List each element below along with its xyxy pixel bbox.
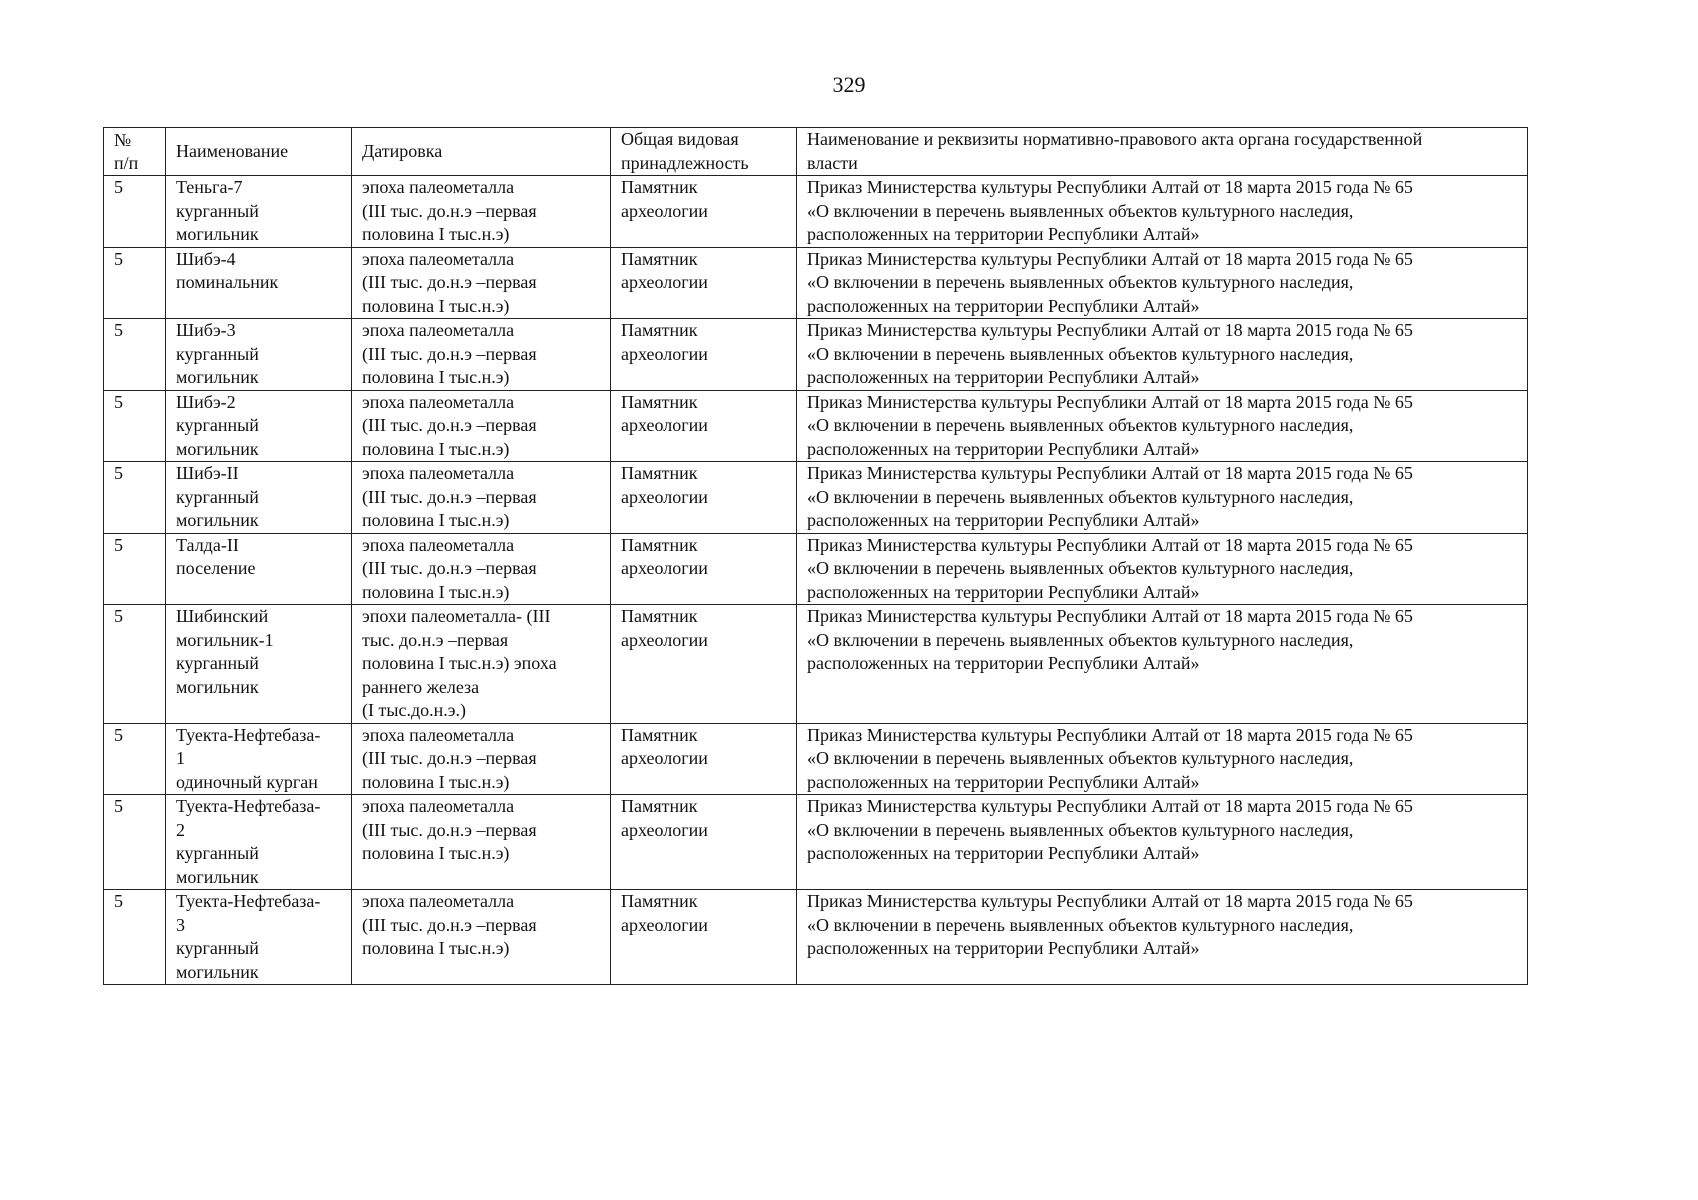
cell-line: Наименование (176, 140, 289, 161)
cell-line: курганный (176, 343, 259, 364)
cell-line: археологии (621, 558, 708, 578)
cell-line: археологии (621, 748, 708, 768)
cell-act (797, 533, 1528, 605)
cell-act (797, 176, 1528, 248)
cell-line: расположенных на территории Республики Алтай» (807, 771, 1200, 792)
cell-line: тыс. до.н.э –первая (362, 629, 509, 650)
cell-dating (352, 605, 611, 724)
cell-number: 5 (104, 605, 166, 724)
cell-type (611, 795, 797, 890)
cell-line: (III тыс. до.н.э –первая (362, 558, 537, 578)
cell-line: могильник (176, 367, 259, 387)
cell-dating (352, 533, 611, 605)
cell-line: Памятник (621, 391, 698, 412)
cell-number: 5 (104, 890, 166, 985)
table-row (104, 533, 1528, 605)
cell-line: могильник (176, 961, 259, 982)
cell-name (166, 390, 352, 462)
cell-line: археологии (621, 272, 708, 292)
cell-line: половина I тыс.н.э) (362, 438, 510, 459)
cell-line: (III тыс. до.н.э –первая (362, 272, 537, 292)
cell-line: археологии (621, 415, 708, 435)
cell-number: 5 (104, 462, 166, 534)
header-type (611, 128, 797, 176)
cell-line: могильник-1 (176, 629, 274, 650)
cell-line: поминальник (176, 272, 279, 292)
cell-line: курганный (176, 843, 259, 863)
cell-line: Памятник (621, 177, 698, 197)
cell-line: Приказ Министерства культуры Республики Алтай от 18 марта 2015 года № 65 (807, 463, 1413, 483)
cell-line: Приказ Министерства культуры Республики Алтай от 18 марта 2015 года № 65 (807, 534, 1413, 555)
cell-dating (352, 795, 611, 890)
cell-line: поселение (176, 558, 256, 578)
cell-name (166, 795, 352, 890)
cell-line: «О включении в перечень выявленных объектов культурного наследия, (807, 415, 1354, 435)
cell-line: археологии (621, 819, 708, 840)
cell-type (611, 605, 797, 724)
cell-number: 5 (104, 533, 166, 605)
header-name (166, 128, 352, 176)
cell-line: эпоха палеометалла (362, 724, 515, 745)
header-act (797, 128, 1528, 176)
cell-act (797, 605, 1528, 724)
cell-dating (352, 390, 611, 462)
cell-act (797, 390, 1528, 462)
cell-act (797, 795, 1528, 890)
cell-dating (352, 247, 611, 319)
cell-line: расположенных на территории Республики Алтай» (807, 295, 1200, 316)
cell-line: (III тыс. до.н.э –первая (362, 914, 537, 935)
cell-line: половина I тыс.н.э) (362, 938, 510, 958)
cell-line: Шибэ-2 (176, 391, 236, 412)
cell-line: расположенных на территории Республики Алтай» (807, 938, 1200, 958)
cell-line: Приказ Министерства культуры Республики Алтай от 18 марта 2015 года № 65 (807, 391, 1413, 412)
table-row (104, 723, 1528, 795)
cell-line: Туекта-Нефтебаза- (176, 891, 321, 911)
cell-line: «О включении в перечень выявленных объектов культурного наследия, (807, 343, 1354, 364)
cell-line: эпохи палеометалла- (III (362, 606, 551, 626)
cell-line: 2 (176, 819, 185, 840)
cell-line: (III тыс. до.н.э –первая (362, 748, 537, 768)
cell-name (166, 890, 352, 985)
cell-line: Шибэ-II (176, 463, 239, 483)
cell-line: эпоха палеометалла (362, 248, 515, 269)
cell-type (611, 890, 797, 985)
cell-type (611, 533, 797, 605)
cell-line: «О включении в перечень выявленных объектов культурного наследия, (807, 200, 1354, 221)
cell-line: Приказ Министерства культуры Республики Алтай от 18 марта 2015 года № 65 (807, 891, 1413, 911)
cell-line: половина I тыс.н.э) (362, 224, 510, 244)
cell-line: расположенных на территории Республики Алтай» (807, 653, 1200, 673)
cell-number: 5 (104, 795, 166, 890)
cell-dating (352, 723, 611, 795)
cell-line: «О включении в перечень выявленных объектов культурного наследия, (807, 272, 1354, 292)
cell-number: 5 (104, 247, 166, 319)
cell-line: раннего железа (362, 676, 480, 697)
cell-line: Шибинский (176, 606, 269, 626)
cell-line: (III тыс. до.н.э –первая (362, 200, 537, 221)
cell-line: эпоха палеометалла (362, 534, 515, 555)
cell-line: Памятник (621, 534, 698, 555)
table-header-row (104, 128, 1528, 176)
cell-line: курганный (176, 486, 259, 507)
cell-line: Памятник (621, 796, 698, 816)
cell-line: Наименование и реквизиты нормативно-правового акта органа государственной (807, 129, 1423, 149)
cell-line: 1 (176, 748, 185, 768)
cell-type (611, 723, 797, 795)
cell-line: эпоха палеометалла (362, 796, 515, 816)
cell-name (166, 176, 352, 248)
cell-line: расположенных на территории Республики Алтай» (807, 224, 1200, 244)
cell-line: Приказ Министерства культуры Республики Алтай от 18 марта 2015 года № 65 (807, 606, 1413, 626)
cell-line: Памятник (621, 248, 698, 269)
cell-line: курганный (176, 938, 259, 958)
cell-name (166, 462, 352, 534)
cell-line: Талда-II (176, 534, 239, 555)
cell-act (797, 247, 1528, 319)
cell-dating (352, 319, 611, 391)
cell-name (166, 723, 352, 795)
cell-line: (III тыс. до.н.э –первая (362, 343, 537, 364)
cell-act (797, 890, 1528, 985)
cell-line: могильник (176, 438, 259, 459)
cell-name (166, 247, 352, 319)
cell-line: расположенных на территории Республики Алтай» (807, 510, 1200, 530)
cell-line: Памятник (621, 463, 698, 483)
cell-line: Датировка (362, 140, 443, 161)
cell-line: № (114, 129, 132, 150)
cell-line: Приказ Министерства культуры Республики Алтай от 18 марта 2015 года № 65 (807, 796, 1413, 816)
cell-line: расположенных на территории Республики Алтай» (807, 367, 1200, 387)
table-row (104, 605, 1528, 724)
cell-line: Туекта-Нефтебаза- (176, 796, 321, 816)
cell-line: Приказ Министерства культуры Республики Алтай от 18 марта 2015 года № 65 (807, 177, 1413, 197)
cell-line: курганный (176, 200, 259, 221)
cell-type (611, 247, 797, 319)
cell-line: половина I тыс.н.э) (362, 510, 510, 530)
table-row (104, 890, 1528, 985)
cell-line: Памятник (621, 891, 698, 911)
cell-line: Памятник (621, 724, 698, 745)
cell-dating (352, 462, 611, 534)
cell-line: могильник (176, 866, 259, 887)
cell-number: 5 (104, 390, 166, 462)
cell-line: «О включении в перечень выявленных объектов культурного наследия, (807, 914, 1354, 935)
cell-line: эпоха палеометалла (362, 391, 515, 412)
cell-type (611, 462, 797, 534)
cell-line: (I тыс.до.н.э.) (362, 700, 466, 720)
table-row (104, 319, 1528, 391)
cell-line: археологии (621, 200, 708, 221)
cell-line: «О включении в перечень выявленных объектов культурного наследия, (807, 819, 1354, 840)
cell-line: Общая видовая (621, 129, 739, 149)
cell-act (797, 462, 1528, 534)
cell-line: расположенных на территории Республики Алтай» (807, 438, 1200, 459)
cell-line: Памятник (621, 606, 698, 626)
cell-line: эпоха палеометалла (362, 463, 515, 483)
table-row (104, 462, 1528, 534)
cell-line: (III тыс. до.н.э –первая (362, 415, 537, 435)
cell-name (166, 319, 352, 391)
cell-line: половина I тыс.н.э) (362, 843, 510, 863)
table-row (104, 247, 1528, 319)
cell-line: археологии (621, 629, 708, 650)
page-number: 329 (832, 72, 866, 97)
cell-line: Приказ Министерства культуры Республики Алтай от 18 марта 2015 года № 65 (807, 724, 1413, 745)
cell-line: Приказ Министерства культуры Республики Алтай от 18 марта 2015 года № 65 (807, 320, 1413, 340)
cell-line: «О включении в перечень выявленных объектов культурного наследия, (807, 748, 1354, 768)
cell-name (166, 533, 352, 605)
cell-line: эпоха палеометалла (362, 891, 515, 911)
cell-line: «О включении в перечень выявленных объектов культурного наследия, (807, 558, 1354, 578)
cell-line: 3 (176, 914, 185, 935)
cell-line: половина I тыс.н.э) эпоха (362, 653, 557, 673)
cell-line: половина I тыс.н.э) (362, 367, 510, 387)
cell-type (611, 390, 797, 462)
table-row (104, 390, 1528, 462)
cell-line: половина I тыс.н.э) (362, 771, 510, 792)
cell-act (797, 319, 1528, 391)
cell-line: расположенных на территории Республики Алтай» (807, 581, 1200, 602)
cell-line: курганный (176, 415, 259, 435)
cell-line: курганный (176, 653, 259, 673)
cell-line: могильник (176, 676, 259, 697)
cell-line: Теньга-7 (176, 177, 243, 197)
cell-line: Приказ Министерства культуры Республики Алтай от 18 марта 2015 года № 65 (807, 248, 1413, 269)
cell-line: эпоха палеометалла (362, 320, 515, 340)
cell-line: археологии (621, 486, 708, 507)
cell-act (797, 723, 1528, 795)
monuments-table (103, 127, 1528, 985)
cell-line: Туекта-Нефтебаза- (176, 724, 321, 745)
cell-line: (III тыс. до.н.э –первая (362, 486, 537, 507)
cell-line: могильник (176, 510, 259, 530)
cell-dating (352, 890, 611, 985)
cell-line: Шибэ-4 (176, 248, 236, 269)
cell-line: археологии (621, 914, 708, 935)
cell-number: 5 (104, 319, 166, 391)
cell-line: п/п (114, 152, 139, 173)
cell-line: археологии (621, 343, 708, 364)
cell-number: 5 (104, 723, 166, 795)
cell-line: эпоха палеометалла (362, 177, 515, 197)
cell-number: 5 (104, 176, 166, 248)
table-row (104, 795, 1528, 890)
cell-dating (352, 176, 611, 248)
cell-line: принадлежность (621, 152, 749, 173)
cell-type (611, 176, 797, 248)
cell-line: «О включении в перечень выявленных объектов культурного наследия, (807, 486, 1354, 507)
cell-line: (III тыс. до.н.э –первая (362, 819, 537, 840)
cell-line: половина I тыс.н.э) (362, 581, 510, 602)
cell-line: Шибэ-3 (176, 320, 236, 340)
cell-name (166, 605, 352, 724)
cell-line: расположенных на территории Республики Алтай» (807, 843, 1200, 863)
cell-line: власти (807, 152, 858, 173)
header-number (104, 128, 166, 176)
cell-line: могильник (176, 224, 259, 244)
cell-line: Памятник (621, 320, 698, 340)
cell-line: половина I тыс.н.э) (362, 295, 510, 316)
header-dating (352, 128, 611, 176)
cell-type (611, 319, 797, 391)
cell-line: «О включении в перечень выявленных объектов культурного наследия, (807, 629, 1354, 650)
table-row (104, 176, 1528, 248)
cell-line: одиночный курган (176, 771, 318, 792)
